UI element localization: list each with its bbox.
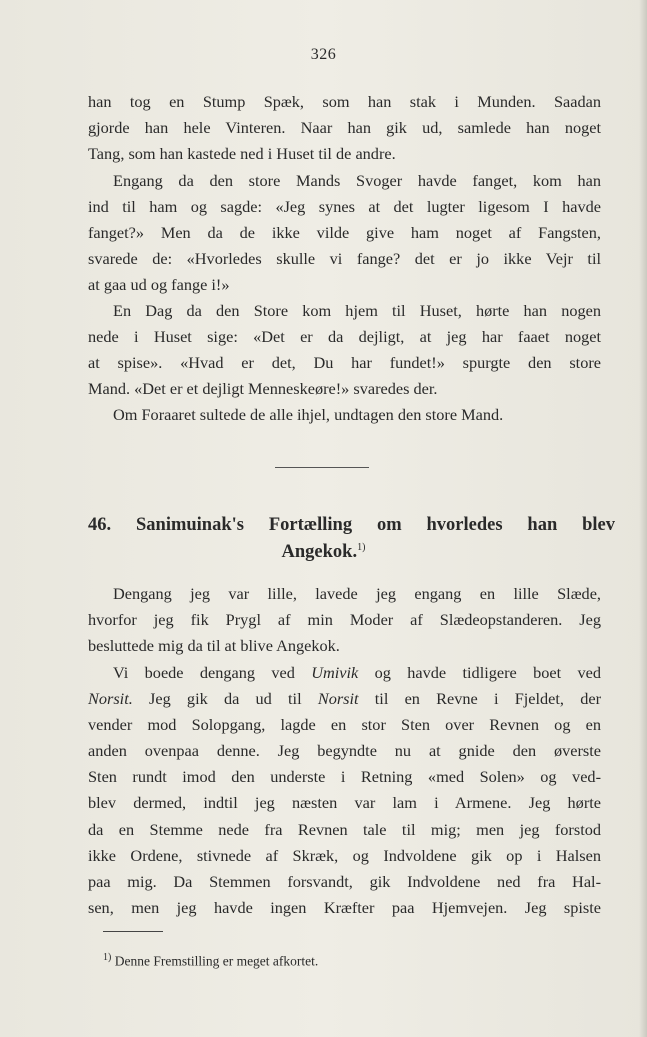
footnote-marker: 1) — [357, 542, 366, 553]
text-line: Dengang jeg var lille, lavede jeg engang en lille Slæde, — [113, 584, 601, 603]
text-line: sen, men jeg havde ingen Kræfter paa Hjemvejen. Jeg spiste — [88, 898, 601, 917]
text-line: besluttede mig da til at blive Angekok. — [88, 636, 340, 655]
text-line: Om Foraaret sultede de alle ihjel, undtagen den store Mand. — [113, 405, 504, 424]
page-number: 326 — [310, 46, 337, 63]
text-line: ind til ham og sagde: «Jeg synes at det lugter ligesom I havde — [88, 197, 601, 216]
text-span: og havde tidligere boet ved — [358, 663, 602, 682]
footnote — [103, 952, 318, 970]
text-line: han tog en Stump Spæk, som han stak i Munden. Saadan — [88, 92, 601, 111]
text-line: nede i Huset sige: «Det er da dejligt, at jeg har faaet noget — [88, 327, 601, 346]
text-line: paa mig. Da Stemmen forsvandt, gik Indvoldene ned fra Hal- — [88, 872, 601, 891]
text-line: Mand. «Det er et dejligt Menneskeøre!» svaredes der. — [88, 379, 438, 398]
text-line: ikke Ordene, stivnede af Skræk, og Indvoldene gik op i Halsen — [88, 846, 601, 865]
text-line: gjorde han hele Vinteren. Naar han gik ud, samlede han noget — [88, 118, 601, 137]
footnote-text: Denne Fremstilling er meget afkortet. — [111, 953, 319, 969]
text-line: at spise». «Hvad er det, Du har fundet!» spurgte den store — [88, 353, 601, 372]
text-line: Sten rundt imod den underste i Retning «med Solen» og ved- — [88, 767, 601, 786]
text-span: Vi boede dengang ved — [113, 663, 312, 682]
text-line — [88, 689, 601, 709]
text-line: at gaa ud og fange i!» — [88, 275, 230, 294]
text-line: svarede de: «Hvorledes skulle vi fange? det er jo ikke Vejr til — [88, 249, 601, 268]
text-line: En Dag da den Store kom hjem til Huset, hørte han nogen — [113, 301, 601, 320]
text-line: vender mod Solopgang, lagde en stor Sten over Revnen og en — [88, 715, 601, 734]
heading-word: Angekok. — [281, 542, 358, 563]
footnote-divider — [103, 931, 163, 932]
footnote-marker: 1) — [103, 952, 112, 963]
text-line: blev dermed, indtil jeg næsten var lam i Armene. Jeg hørte — [88, 793, 601, 812]
text-span: til en Revne i Fjeldet, der — [358, 689, 601, 708]
page-edge-shadow — [639, 0, 647, 1037]
text-line: fanget?» Men da de ikke vilde give ham noget af Fangsten, — [88, 223, 601, 242]
section-heading: 46. Sanimuinak's Fortælling om hvorledes han blev — [88, 515, 615, 535]
text-span: Jeg gik da ud til — [132, 689, 318, 708]
text-line: Tang, som han kastede ned i Huset til de andre. — [88, 144, 396, 163]
section-divider — [275, 467, 369, 468]
section-heading-line-2 — [0, 542, 647, 563]
place-name: Norsit — [317, 689, 359, 708]
place-name: Norsit. — [88, 689, 133, 708]
text-line: hvorfor jeg fik Prygl af min Moder af Slædeopstanderen. Jeg — [88, 610, 601, 629]
text-line: anden ovenpaa denne. Jeg begyndte nu at gnide den øverste — [88, 741, 601, 760]
text-line: Engang da den store Mands Svoger havde fanget, kom han — [113, 171, 601, 190]
place-name: Umivik — [311, 663, 359, 682]
text-line — [88, 663, 601, 683]
text-line: da en Stemme nede fra Revnen tale til mig; men jeg forstod — [88, 820, 601, 839]
